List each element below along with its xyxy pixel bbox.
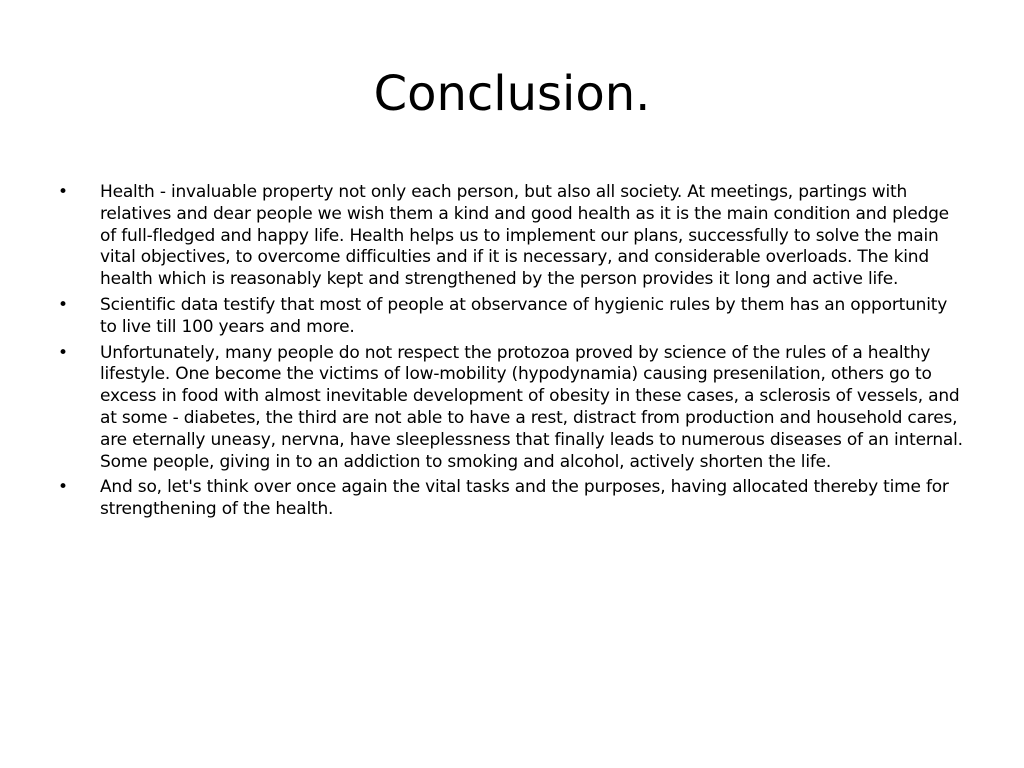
bullet-text: Health - invaluable property not only each person, but also all society. At meetings, partings with relatives and dear people we wish them a kind and good health as it is the main condition and pledge of full-fledged and happy life. Health helps us to implement our plans, successfully to solve the main vital objectives, to overcome difficulties and if it is necessary, and considerable overloads. The kind health which is reasonably kept and strengthened by the person provides it long and active life. [100, 182, 949, 290]
bullet-text: Scientific data testify that most of people at observance of hygienic rules by them has an opportunity to live till 100 years and more. [100, 294, 948, 337]
slide-title: Conclusion. [373, 66, 651, 122]
bullet-text: And so, let's think over once again the vital tasks and the purposes, having allocated thereby time for strengthening of the health. [100, 477, 949, 520]
bullet-dot-icon: • [58, 477, 68, 498]
bullet-text: Unfortunately, many people do not respect the protozoa proved by science of the rules of a healthy lifestyle. One become the victims of low-mobility (hypodynamia) causing presenilation, others go to excess in food with almost inevitable development of obesity in these cases, a sclerosis of vessels, and at some - diabetes, the third are not able to have a rest, distract from production and household cares, are eternally uneasy, nervna, have sleeplessness that finally leads to numerous diseases of an internal. Some people, giving in to an addiction to smoking and alcohol, actively shorten the life. [100, 342, 963, 472]
bullet-item [56, 477, 968, 521]
bullet-dot-icon: • [58, 182, 68, 202]
bullet-dot-icon: • [58, 294, 68, 315]
bullet-dot-icon: • [58, 342, 68, 363]
bullet-list [56, 182, 968, 525]
bullet-item [56, 343, 968, 474]
bullet-item [56, 295, 968, 339]
bullet-item [56, 182, 968, 291]
